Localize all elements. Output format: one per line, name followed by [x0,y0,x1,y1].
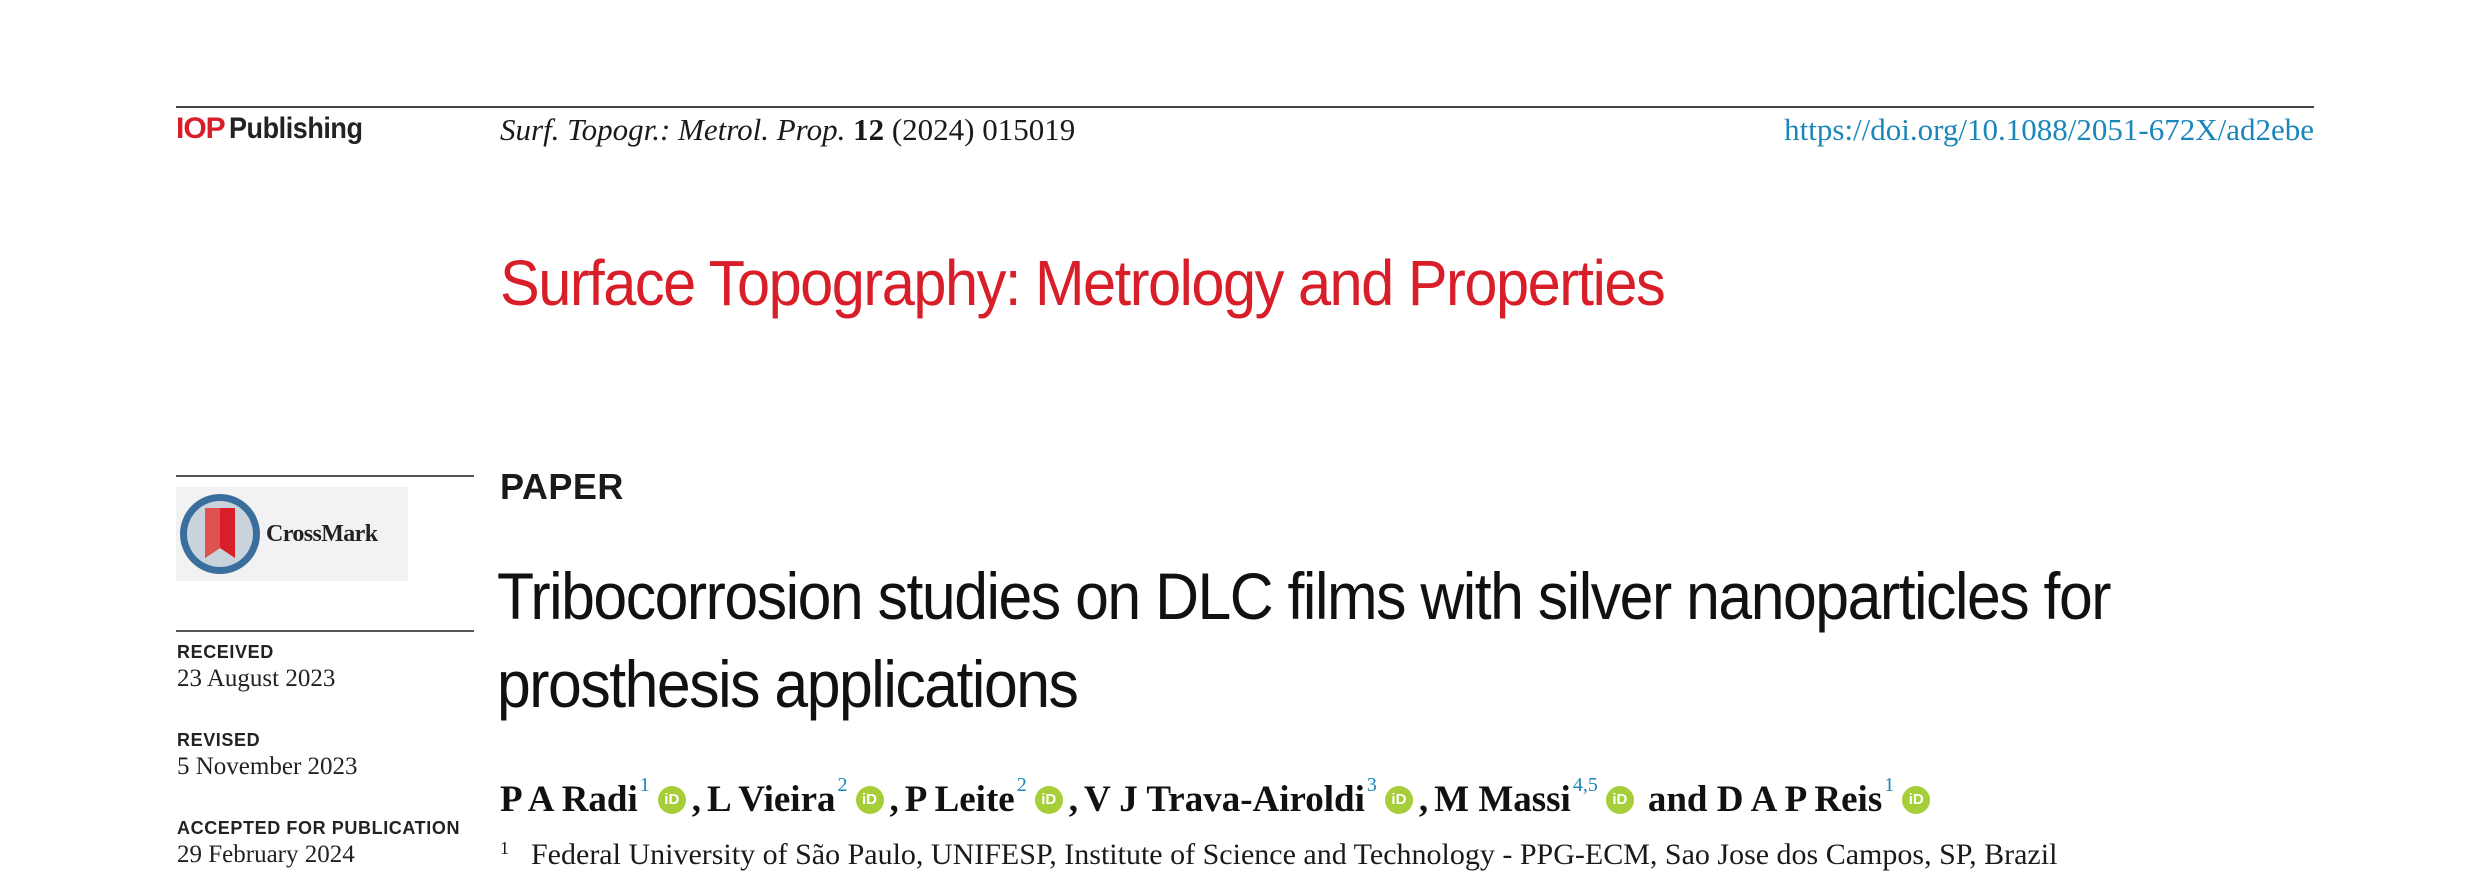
article-title-line: Tribocorrosion studies on DLC films with silver nanoparticles for [497,559,2110,633]
history-date: 23 August 2023 [177,665,336,692]
affiliation-number: 1 [500,838,509,858]
history-label: REVISED [177,730,261,750]
year-article-number: (2024) 015019 [891,112,1076,147]
author-affiliation-ref[interactable]: 2 [1016,774,1027,796]
affiliation-item [500,838,2057,872]
journal-citation [500,112,1075,148]
author-name[interactable]: and D A P Reis [1647,779,1883,820]
header-rule [176,106,2314,108]
article-type: PAPER [500,466,624,507]
author-separator: , [889,779,899,820]
sidebar-rule-bottom [176,630,474,632]
orcid-icon[interactable]: iD [1385,786,1413,814]
affiliation-text: Federal University of São Paulo, UNIFESP, Institute of Science and Technology - PPG-ECM, Sao Jose dos Campos, SP, Brazil [531,838,2058,871]
journal-volume: 12 [853,112,885,147]
orcid-icon[interactable]: iD [856,786,884,814]
history-received [177,642,335,693]
article-title [497,552,2383,728]
history-label: ACCEPTED FOR PUBLICATION [177,818,461,838]
history-revised [177,730,358,781]
author-name[interactable]: P Leite [904,779,1015,820]
author-list [500,774,1936,821]
orcid-icon[interactable]: iD [658,786,686,814]
publisher-name: Publishing [228,112,363,145]
author-separator: , [1068,779,1078,820]
crossmark-badge[interactable] [176,487,408,581]
history-date: 5 November 2023 [177,753,358,780]
publisher-logo[interactable] [176,112,377,146]
author-name[interactable]: M Massi [1434,779,1571,820]
author-affiliation-ref[interactable]: 1 [639,774,650,796]
history-label: RECEIVED [177,642,274,662]
doi-link[interactable]: https://doi.org/10.1088/2051-672X/ad2ebe [1784,112,2314,147]
author-affiliation-ref[interactable]: 4,5 [1572,774,1598,796]
author-affiliation-ref[interactable]: 1 [1884,774,1895,796]
publisher-mark: IOP [176,112,225,145]
history-date: 29 February 2024 [177,841,355,868]
crossmark-icon [178,492,262,576]
journal-title[interactable]: Surface Topography: Metrology and Properties [500,247,1665,319]
author-name[interactable]: L Vieira [707,779,836,820]
journal-abbrev: Surf. Topogr.: Metrol. Prop. [500,112,846,147]
author-separator: , [1418,779,1429,820]
orcid-icon[interactable]: iD [1035,786,1063,814]
author-affiliation-ref[interactable]: 3 [1366,774,1377,796]
orcid-icon[interactable]: iD [1606,786,1634,814]
history-accepted [177,818,460,869]
author-name[interactable]: V J Trava-Airoldi [1083,779,1365,820]
sidebar-rule-top [176,475,474,477]
orcid-icon[interactable]: iD [1902,786,1930,814]
article-title-line: prosthesis applications [497,647,1078,721]
author-name[interactable]: P A Radi [500,779,638,820]
crossmark-label: CrossMark [266,520,378,547]
author-affiliation-ref[interactable]: 2 [837,774,848,796]
author-separator: , [691,779,702,820]
